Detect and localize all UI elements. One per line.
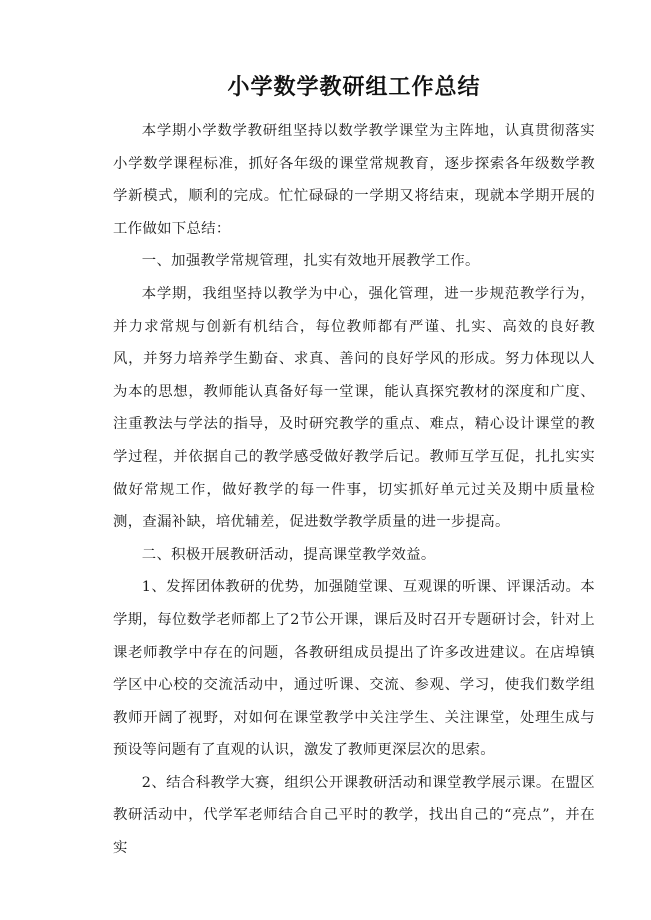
- paragraph-section-1-body: 本学期，我组坚持以教学为中心，强化管理，进一步规范教学行为，并力求常规与创新有机结合，每位教师都有严谨、扎实、高效的良好教风，并努力培养学生勤奋、求真、善问的良好学风的形成。努力体现以人为本的思想，教师能认真备好每一堂课，能认真探究教材的深度和广度、注重教法与学法的指导，及时研究教学的重点、难点，精心设计课堂的教学过程，并依据自己的教学感受做好教学后记。教师互学互促，扎扎实实做好常规工作，做好教学的每一件事，切实抓好单元过关及期中质量检测，查漏补缺，培优辅差，促进数学教学质量的进一步提高。: [113, 285, 595, 531]
- paragraph-section-2-heading: 二、积极开展教研活动，提高课堂教学效益。: [141, 546, 436, 563]
- paragraph-section-1-heading: 一、加强教学常规管理，扎实有效地开展教学工作。: [141, 253, 480, 270]
- paragraph-intro: 本学期小学数学教研组坚持以数学教学课堂为主阵地，认真贯彻落实小学数学课程标准，抓好各年级的课堂常规教育，逐步探索各年级数学教学新模式，顺利的完成。忙忙碌碌的一学期又将结束，现就本学期开展的工作做如下总结：: [113, 123, 595, 237]
- paragraph-item-1: 1、发挥团体教研的优势，加强随堂课、互观课的听课、评课活动。本学期，每位数学老师都上了2节公开课，课后及时召开专题研讨会，针对上课老师教学中存在的问题，各教研组成员提出了许多改进建议。在店埠镇学区中心校的交流活动中，通过听课、交流、参观、学习，使我们数学组教师开阔了视野，对如何在课堂教学中关注学生、关注课堂，处理生成与预设等问题有了直观的认识，激发了教师更深层次的思索。: [113, 579, 595, 759]
- paragraph-item-2: 2、结合科教学大赛，组织公开课教研活动和课堂教学展示课。在盟区教研活动中，代学军老师结合自己平时的教学，找出自己的“亮点”，并在实: [113, 774, 595, 857]
- document-title: 小学数学教研组工作总结: [227, 75, 481, 100]
